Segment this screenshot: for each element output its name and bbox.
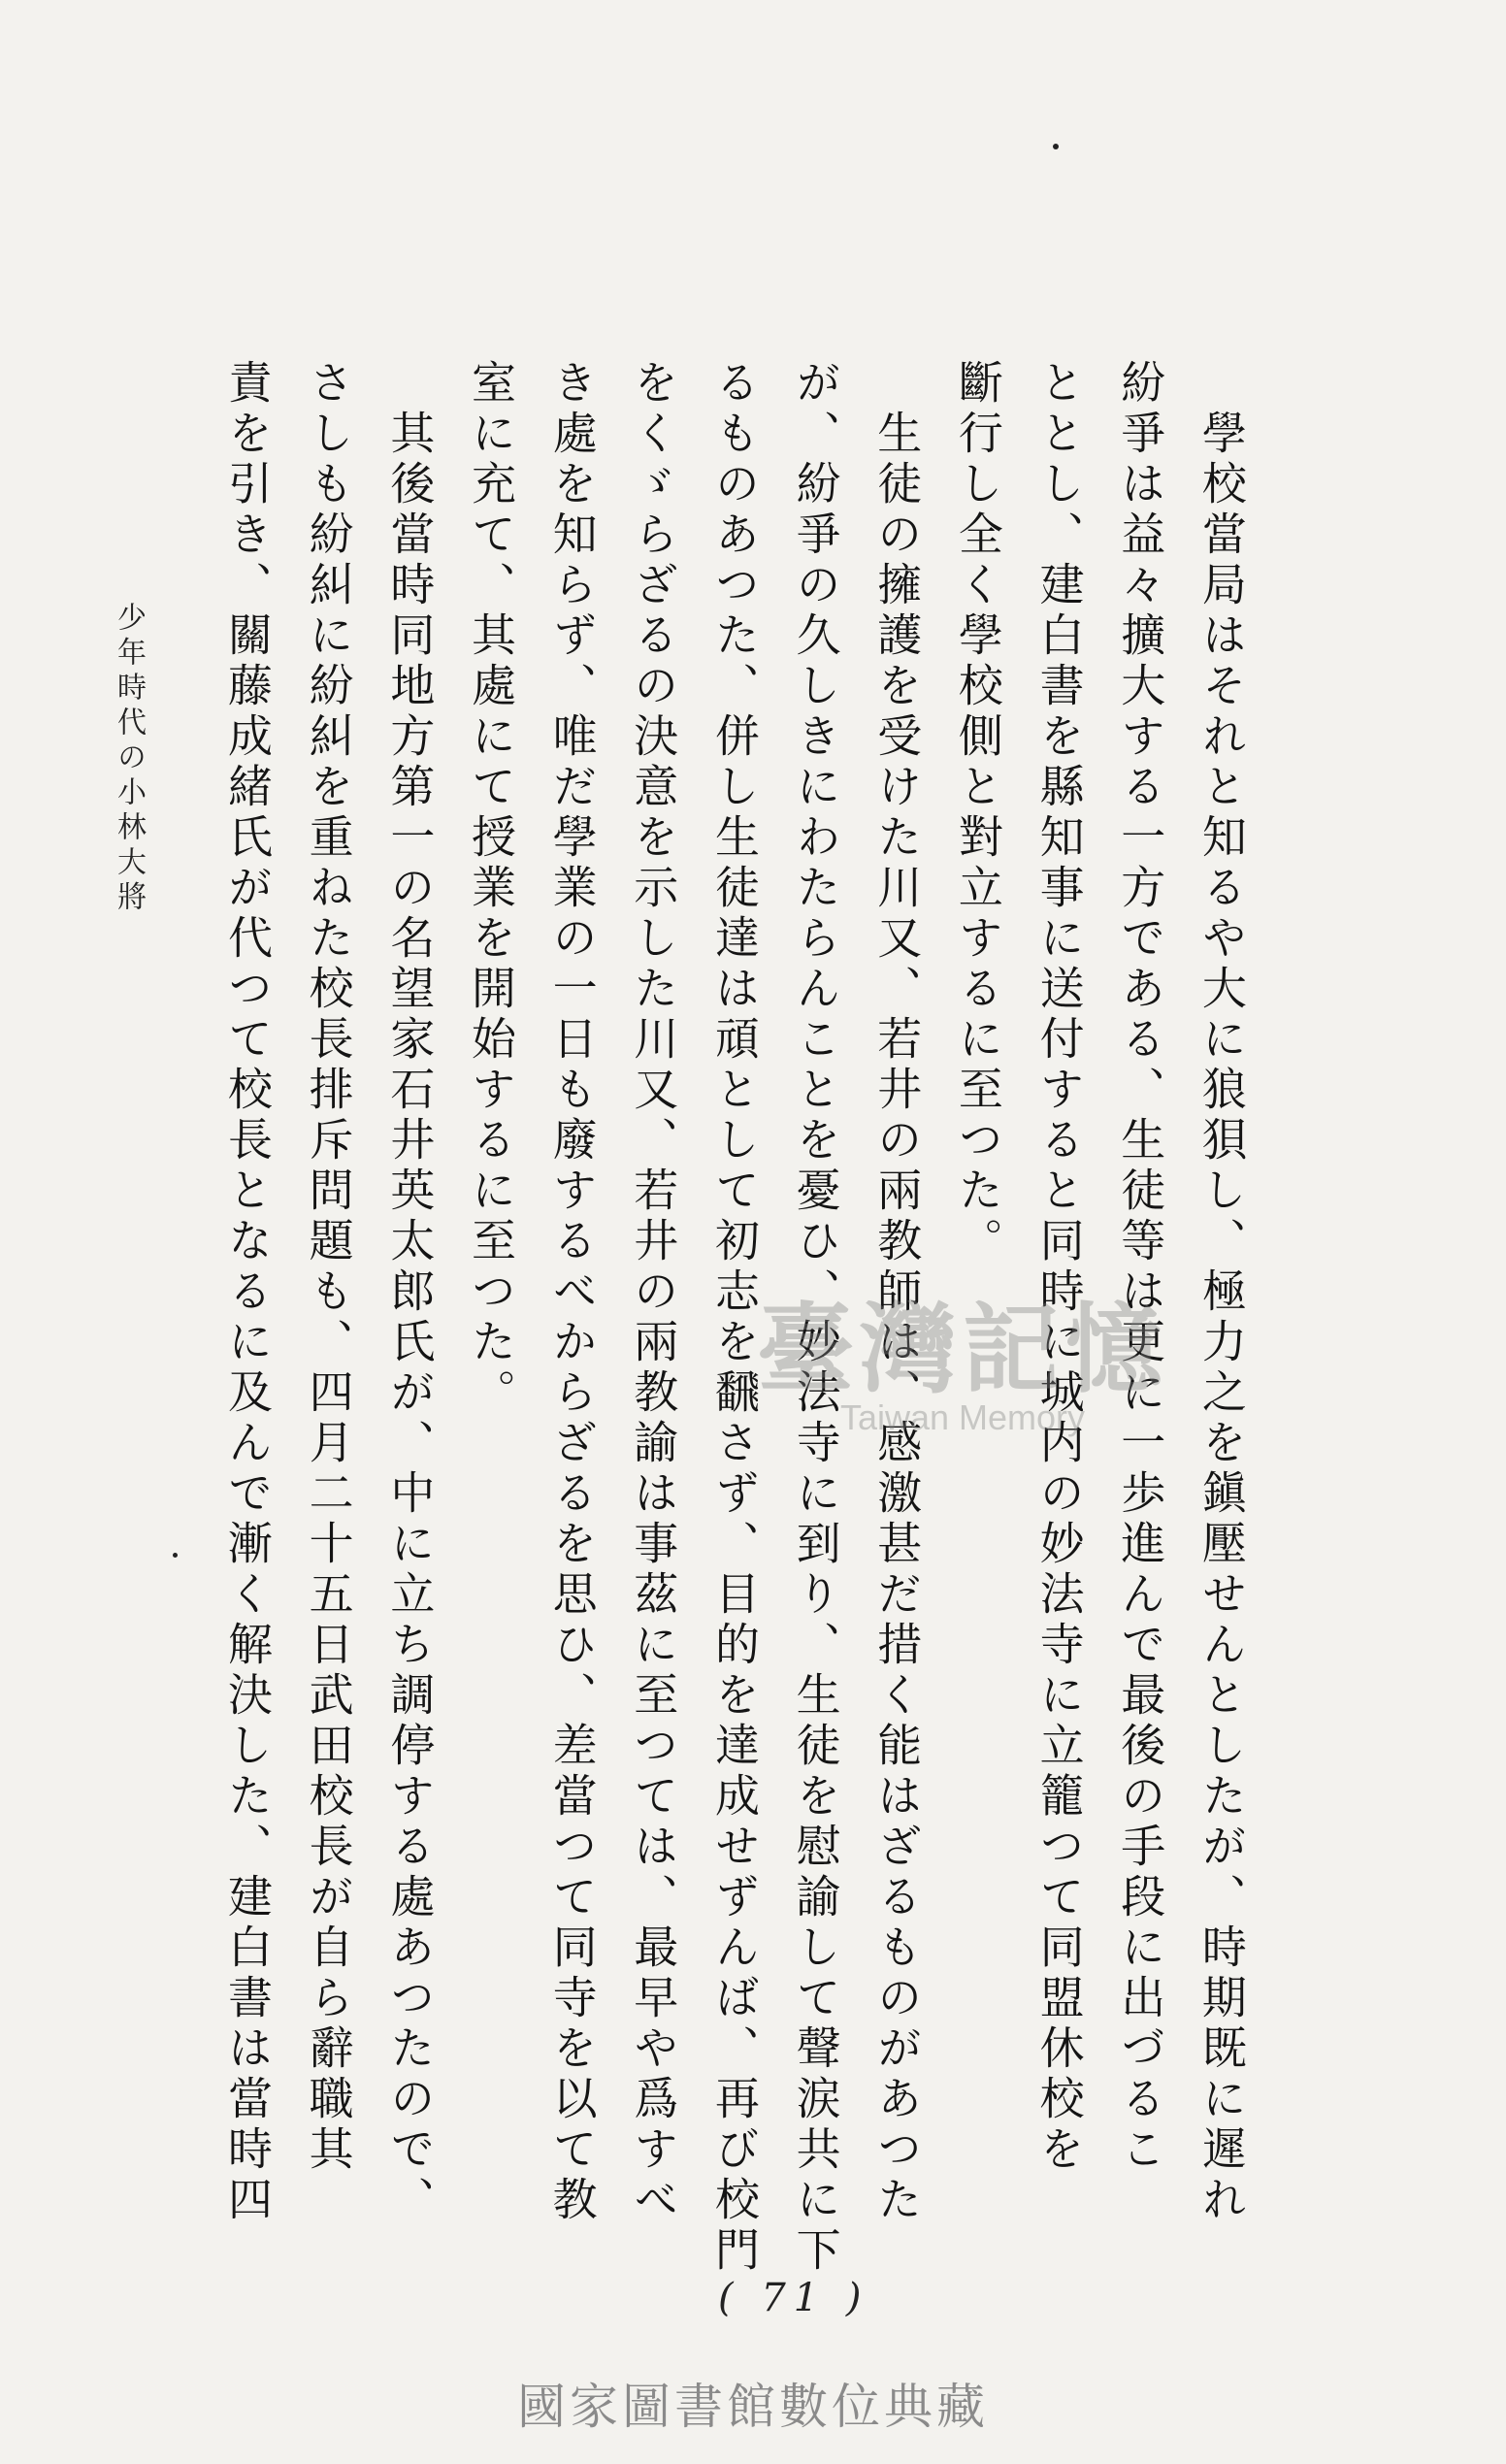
text-column: さしも紛糾に紛糾を重ねた校長排斥問題も、四月二十五日武田校長が自ら辭職其 [302,359,355,2176]
text-column: 其後當時同地方第一の名望家石井英太郎氏が、中に立ち調停する處あつたので、 [383,410,437,2226]
text-column: ととし、建白書を縣知事に送付すると同時に城内の妙法寺に立籠つて同盟休校を [1032,359,1086,2176]
scan-speck [173,1553,178,1558]
text-column: をくゞらざるの決意を示した川又、若井の兩教諭は事茲に至つては、最早や爲すべ [627,359,680,2226]
text-column: 室に充て、其處にて授業を開始するに至つた。 [464,359,517,1419]
text-column: るものあつた、併し生徒達は頑として初志を飜さず、目的を達成せずんば、再び校門 [707,359,761,2277]
footer-collection-label: 國家圖書館數位典藏 [517,2379,989,2435]
page-number: ( 71 ) [718,2276,869,2320]
running-head: 少年時代の小林大將 [112,602,146,916]
scan-speck [1053,144,1059,149]
text-column: 斷行し全く學校側と對立するに至つた。 [951,359,1004,1267]
text-column: 學校當局はそれと知るや大に狼狽し、極力之を鎭壓せんとしたが、時期既に遲れ [1195,410,1248,2226]
watermark-chinese: 臺灣記憶 [757,1293,1168,1406]
text-column: き處を知らず、唯だ學業の一日も廢するべからざるを思ひ、差當つて同寺を以て教 [545,359,599,2226]
text-column: 責を引き、關藤成緒氏が代つて校長となるに及んで漸く解決した、建白書は當時四 [221,359,274,2226]
text-column: 生徒の擁護を受けた川又、若井の兩教師は、感激甚だ措く能はざるものがあつた [870,410,924,2226]
text-column: が、紛爭の久しきにわたらんことを憂ひ、妙法寺に到り、生徒を慰諭して聲涙共に下 [789,359,842,2277]
watermark-english: Taiwan Memory [839,1397,1086,1437]
body-text [221,359,1248,2277]
text-column: 紛爭は益々擴大する一方である、生徒等は更に一歩進んで最後の手段に出づるこ [1114,359,1167,2176]
